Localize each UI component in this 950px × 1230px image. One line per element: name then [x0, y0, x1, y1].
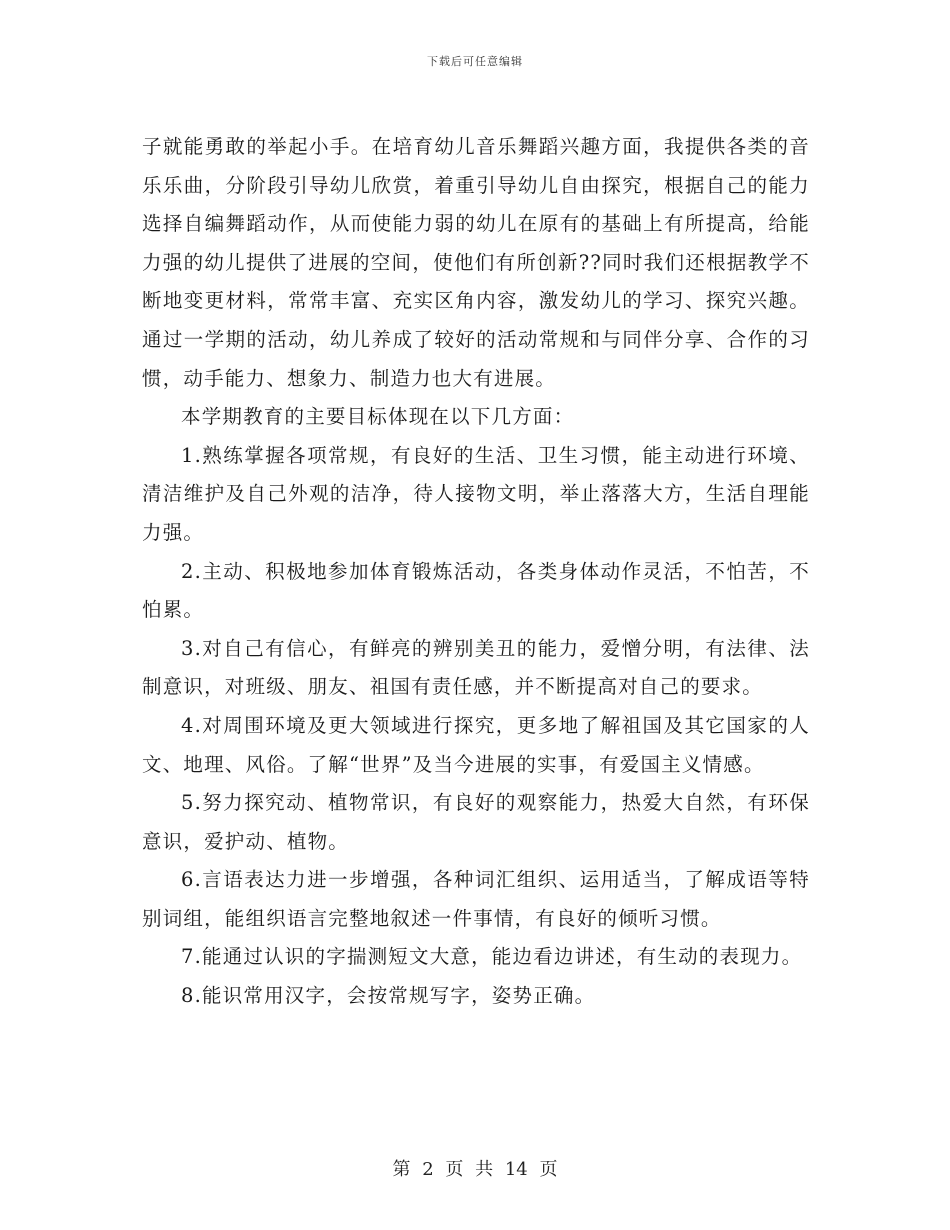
- paragraph-goal-3: 3.对自己有信心，有鲜亮的辨别美丑的能力，爱憎分明，有法律、法制意识，对班级、朋友、祖国有责任感，并不断提高对自己的要求。: [142, 636, 810, 699]
- paragraph-continuation: 子就能勇敢的举起小手。在培育幼儿音乐舞蹈兴趣方面，我提供各类的音乐乐曲，分阶段引导幼儿欣赏，着重引导幼儿自由探究，根据自己的能力选择自编舞蹈动作，从而使能力弱的幼儿在原有的基础上有所提高，给能力强的幼儿提供了进展的空间，使他们有所创新??同时我们还根据教学不断地变更材料，常常丰富、充实区角内容，激发幼儿的学习、探究兴趣。通过一学期的活动，幼儿养成了较好的活动常规和与同伴分享、合作的习惯，动手能力、想象力、制造力也大有进展。: [142, 135, 810, 390]
- paragraph-goal-6: 6.言语表达力进一步增强，各种词汇组织、运用适当，了解成语等特别词组，能组织语言完整地叙述一件事情，有良好的倾听习惯。: [142, 868, 810, 930]
- document-body: [142, 128, 810, 1016]
- paragraph-goal-2: 2.主动、积极地参加体育锻炼活动，各类身体动作灵活，不怕苦，不怕累。: [142, 559, 810, 622]
- page-footer: 第 2 页 共 14 页: [392, 1159, 558, 1180]
- paragraph-goal-1: 1.熟练掌握各项常规，有良好的生活、卫生习惯，能主动进行环境、清洁维护及自己外观的洁净，待人接物文明，举止落落大方，生活自理能力强。: [142, 443, 810, 544]
- paragraph-goal-7: 7.能通过认识的字揣测短文大意，能边看边讲述，有生动的表现力。: [181, 945, 803, 969]
- page-header: 下载后可任意编辑: [427, 55, 523, 68]
- paragraph-goal-5: 5.努力探究动、植物常识，有良好的观察能力，热爱大自然，有环保意识，爱护动、植物。: [142, 791, 810, 853]
- paragraph-goal-8: 8.能识常用汉字，会按常规写字，姿势正确。: [181, 984, 596, 1008]
- paragraph-goal-4: 4.对周围环境及更大领域进行探究，更多地了解祖国及其它国家的人文、地理、风俗。了解“世界”及当今进展的实事，有爱国主义情感。: [142, 713, 810, 776]
- paragraph-goals-intro: 本学期教育的主要目标体现在以下几方面：: [181, 405, 575, 429]
